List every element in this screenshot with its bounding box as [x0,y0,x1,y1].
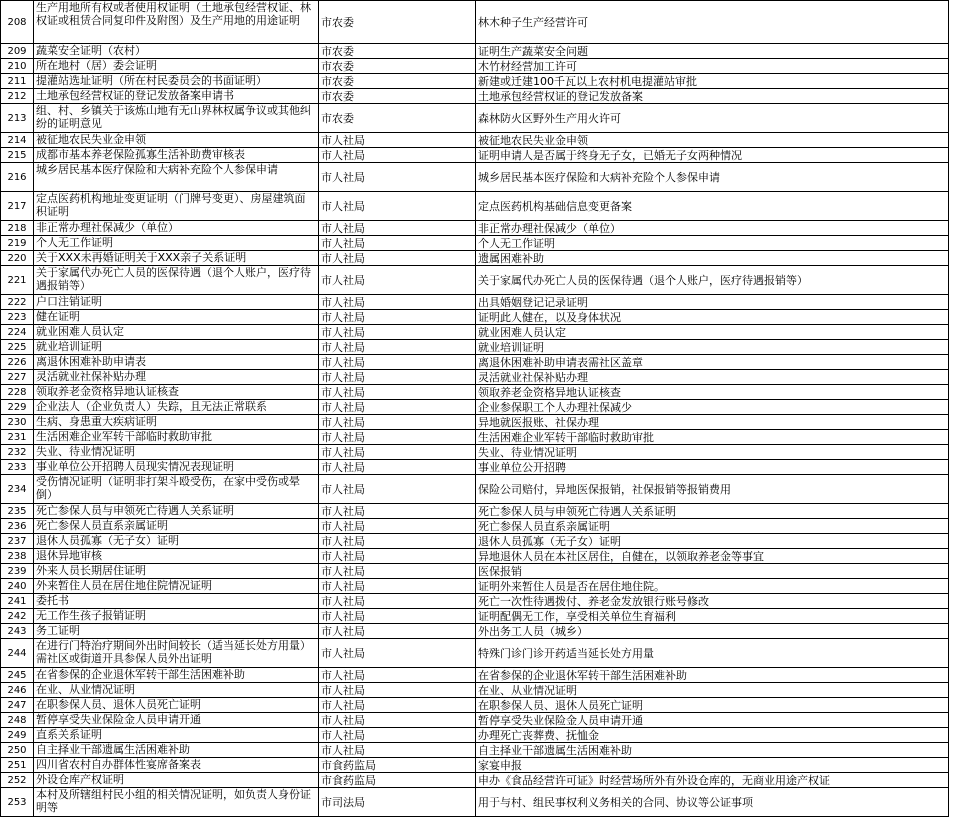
department: 市人社局 [319,579,476,594]
table-row [1,192,949,221]
certificate-name: 外设仓库产权证明 [34,773,319,788]
usage: 用于与村、组民事权利义务相关的合同、协议等公证事项 [476,788,949,817]
certificate-name: 生病、身患重大疾病证明 [34,415,319,430]
row-number: 219 [1,236,34,251]
usage: 特殊门诊门诊开药适当延长处方用量 [476,639,949,668]
department: 市司法局 [319,788,476,817]
department: 市人社局 [319,564,476,579]
usage: 死亡参保人员与申领死亡待遇人关系证明 [476,504,949,519]
row-number: 214 [1,133,34,148]
department: 市人社局 [319,445,476,460]
department: 市人社局 [319,251,476,266]
certificate-name: 本村及所辖组村民小组的相关情况证明，如负责人身份证明等 [34,788,319,817]
certificate-name: 企业法人（企业负责人）失踪，且无法正常联系 [34,400,319,415]
certificate-name: 退休人员孤寡（无子女）证明 [34,534,319,549]
usage: 办理死亡丧葬费、抚恤金 [476,728,949,743]
table-row [1,415,949,430]
table-row [1,743,949,758]
department: 市农委 [319,44,476,59]
usage: 家宴申报 [476,758,949,773]
certificate-name: 所在地村（居）委会证明 [34,59,319,74]
table-row [1,594,949,609]
table-row [1,460,949,475]
usage: 异地退休人员在本社区居住，自健在，以领取养老金等事宜 [476,549,949,564]
usage: 土地承包经营权证的登记发放备案 [476,89,949,104]
table-body [1,1,949,817]
department: 市农委 [319,74,476,89]
department: 市人社局 [319,713,476,728]
row-number: 252 [1,773,34,788]
usage: 证明申请人是否属于终身无子女，已婚无子女两种情况 [476,148,949,163]
usage: 领取养老金资格异地认证核查 [476,385,949,400]
certificate-name: 失业、待业情况证明 [34,445,319,460]
department: 市人社局 [319,295,476,310]
department: 市人社局 [319,221,476,236]
department: 市人社局 [319,519,476,534]
table-row [1,668,949,683]
row-number: 245 [1,668,34,683]
row-number: 220 [1,251,34,266]
table-row [1,325,949,340]
certificate-name: 被征地农民失业金申领 [34,133,319,148]
row-number: 242 [1,609,34,624]
usage: 证明外来暂住人员是否在居住地住院。 [476,579,949,594]
row-number: 249 [1,728,34,743]
certificate-name: 户口注销证明 [34,295,319,310]
table-row [1,713,949,728]
row-number: 215 [1,148,34,163]
department: 市人社局 [319,594,476,609]
table-row [1,236,949,251]
certificate-name: 灵活就业社保补贴办理 [34,370,319,385]
row-number: 212 [1,89,34,104]
usage: 自主择业干部遗属生活困难补助 [476,743,949,758]
table-row [1,624,949,639]
certificate-name: 领取养老金资格异地认证核查 [34,385,319,400]
row-number: 211 [1,74,34,89]
row-number: 234 [1,475,34,504]
usage: 城乡居民基本医疗保险和大病补充险个人参保申请 [476,163,949,192]
table-row [1,475,949,504]
table-row [1,266,949,295]
certificate-name: 城乡居民基本医疗保险和大病补充险个人参保申请 [34,163,319,192]
usage: 保险公司赔付，异地医保报销，社保报销等报销费用 [476,475,949,504]
row-number: 231 [1,430,34,445]
certificate-name: 土地承包经营权证的登记发放备案申请书 [34,89,319,104]
row-number: 233 [1,460,34,475]
department: 市人社局 [319,683,476,698]
row-number: 251 [1,758,34,773]
department: 市食药监局 [319,773,476,788]
row-number: 210 [1,59,34,74]
row-number: 241 [1,594,34,609]
certificate-name: 关于XXX未再婚证明关于XXX亲子关系证明 [34,251,319,266]
row-number: 222 [1,295,34,310]
table-row [1,74,949,89]
certificate-name: 就业培训证明 [34,340,319,355]
usage: 就业困难人员认定 [476,325,949,340]
certificate-name: 无工作生孩子报销证明 [34,609,319,624]
usage: 事业单位公开招聘 [476,460,949,475]
department: 市人社局 [319,355,476,370]
usage: 森林防火区野外生产用火许可 [476,104,949,133]
table-row [1,445,949,460]
usage: 失业、待业情况证明 [476,445,949,460]
row-number: 246 [1,683,34,698]
usage: 退休人员孤寡（无子女）证明 [476,534,949,549]
certificate-name: 受伤情况证明（证明非打架斗殴受伤，在家中受伤或晕倒） [34,475,319,504]
usage: 外出务工人员（城乡） [476,624,949,639]
table-row [1,295,949,310]
department: 市人社局 [319,624,476,639]
table-row [1,89,949,104]
usage: 死亡参保人员直系亲属证明 [476,519,949,534]
department: 市食药监局 [319,758,476,773]
table-row [1,698,949,713]
department: 市农委 [319,89,476,104]
row-number: 225 [1,340,34,355]
certificate-name: 在职参保人员、退休人员死亡证明 [34,698,319,713]
certificate-name: 直系关系证明 [34,728,319,743]
department: 市人社局 [319,163,476,192]
certificate-name: 定点医药机构地址变更证明（门牌号变更）、房屋建筑面积证明 [34,192,319,221]
row-number: 216 [1,163,34,192]
usage: 林木种子生产经营许可 [476,1,949,44]
usage: 证明生产蔬菜安全问题 [476,44,949,59]
table-row [1,579,949,594]
usage: 灵活就业社保补贴办理 [476,370,949,385]
certificate-name: 委托书 [34,594,319,609]
usage: 在省参保的企业退休军转干部生活困难补助 [476,668,949,683]
row-number: 238 [1,549,34,564]
certificate-name: 在进行门特治疗期间外出时间较长（适当延长处方用量）需社区或街道开具参保人员外出证明 [34,639,319,668]
usage: 就业培训证明 [476,340,949,355]
usage: 证明配偶无工作，享受相关单位生育福利 [476,609,949,624]
usage: 被征地农民失业金申领 [476,133,949,148]
table-row [1,564,949,579]
table-row [1,385,949,400]
table-row [1,355,949,370]
department: 市人社局 [319,340,476,355]
certificate-name: 生产用地所有权或者使用权证明（土地承包经营权证、林权证或租赁合同复印件及附图）及生产用地的用途证明 [34,1,319,44]
certificate-name: 蔬菜安全证明（农村） [34,44,319,59]
department: 市人社局 [319,266,476,295]
certificate-name: 四川省农村自办群体性宴席备案表 [34,758,319,773]
certificate-name: 死亡参保人员与申领死亡待遇人关系证明 [34,504,319,519]
table-row [1,400,949,415]
table-row [1,1,949,44]
usage: 申办《食品经营许可证》时经营场所外有外设仓库的，无商业用途产权证 [476,773,949,788]
certificate-name: 生活困难企业军转干部临时救助审批 [34,430,319,445]
table-row [1,773,949,788]
table-row [1,609,949,624]
usage: 出具婚姻登记记录证明 [476,295,949,310]
certificate-name: 成都市基本养老保险孤寡生活补助费审核表 [34,148,319,163]
certificate-name: 关于家属代办死亡人员的医保待遇（退个人账户，医疗待遇报销等） [34,266,319,295]
usage: 关于家属代办死亡人员的医保待遇（退个人账户，医疗待遇报销等） [476,266,949,295]
certificate-name: 离退休困难补助申请表 [34,355,319,370]
table-row [1,370,949,385]
department: 市人社局 [319,148,476,163]
table-row [1,639,949,668]
certificate-name: 在省参保的企业退休军转干部生活困难补助 [34,668,319,683]
department: 市人社局 [319,609,476,624]
department: 市人社局 [319,475,476,504]
usage: 企业参保职工个人办理社保减少 [476,400,949,415]
row-number: 217 [1,192,34,221]
row-number: 232 [1,445,34,460]
department: 市人社局 [319,504,476,519]
row-number: 236 [1,519,34,534]
department: 市人社局 [319,639,476,668]
row-number: 209 [1,44,34,59]
table-row [1,728,949,743]
certificate-name: 提灌站选址证明（所在村民委员会的书面证明） [34,74,319,89]
table-row [1,104,949,133]
department: 市人社局 [319,728,476,743]
row-number: 229 [1,400,34,415]
certificate-name: 外来人员长期居住证明 [34,564,319,579]
row-number: 227 [1,370,34,385]
row-number: 213 [1,104,34,133]
row-number: 223 [1,310,34,325]
certificate-name: 外来暂住人员在居住地住院情况证明 [34,579,319,594]
row-number: 221 [1,266,34,295]
table-row [1,221,949,236]
row-number: 230 [1,415,34,430]
table-row [1,133,949,148]
department: 市人社局 [319,400,476,415]
row-number: 235 [1,504,34,519]
department: 市人社局 [319,430,476,445]
table-row [1,519,949,534]
table-row [1,788,949,817]
certificate-name: 个人无工作证明 [34,236,319,251]
certificate-name: 在业、从业情况证明 [34,683,319,698]
row-number: 247 [1,698,34,713]
usage: 在业、从业情况证明 [476,683,949,698]
certificate-name: 组、村、乡镇关于该炼山地有无山界林权属争议或其他纠纷的证明意见 [34,104,319,133]
department: 市人社局 [319,698,476,713]
usage: 定点医药机构基础信息变更备案 [476,192,949,221]
table-row [1,44,949,59]
department: 市人社局 [319,668,476,683]
row-number: 208 [1,1,34,44]
table-row [1,340,949,355]
usage: 木竹材经营加工许可 [476,59,949,74]
certificate-name: 健在证明 [34,310,319,325]
row-number: 239 [1,564,34,579]
department: 市农委 [319,1,476,44]
usage: 在职参保人员、退休人员死亡证明 [476,698,949,713]
department: 市人社局 [319,236,476,251]
usage: 异地就医报账、社保办理 [476,415,949,430]
table-row [1,59,949,74]
usage: 暂停享受失业保险金人员申请开通 [476,713,949,728]
row-number: 250 [1,743,34,758]
row-number: 240 [1,579,34,594]
department: 市人社局 [319,192,476,221]
usage: 非正常办理社保减少（单位） [476,221,949,236]
row-number: 226 [1,355,34,370]
row-number: 248 [1,713,34,728]
usage: 医保报销 [476,564,949,579]
usage: 离退休困难补助申请表需社区盖章 [476,355,949,370]
table-row [1,430,949,445]
row-number: 218 [1,221,34,236]
table-row [1,549,949,564]
usage: 遗属困难补助 [476,251,949,266]
table-row [1,310,949,325]
row-number: 237 [1,534,34,549]
table-row [1,683,949,698]
usage: 死亡一次性待遇拨付、养老金发放银行账号修改 [476,594,949,609]
certificate-name: 事业单位公开招聘人员现实情况表现证明 [34,460,319,475]
certificate-name: 就业困难人员认定 [34,325,319,340]
department: 市人社局 [319,133,476,148]
table-row [1,251,949,266]
department: 市人社局 [319,460,476,475]
table-row [1,534,949,549]
department: 市人社局 [319,534,476,549]
row-number: 224 [1,325,34,340]
certificate-name: 退休异地审核 [34,549,319,564]
department: 市农委 [319,59,476,74]
department: 市人社局 [319,415,476,430]
usage: 个人无工作证明 [476,236,949,251]
table-row [1,148,949,163]
certificate-name: 非正常办理社保减少（单位） [34,221,319,236]
table-row [1,163,949,192]
department: 市农委 [319,104,476,133]
certificate-name: 暂停享受失业保险金人员申请开通 [34,713,319,728]
usage: 新建或迁建100千瓦以上农村机电提灌站审批 [476,74,949,89]
department: 市人社局 [319,385,476,400]
certificate-name: 死亡参保人员直系亲属证明 [34,519,319,534]
table-row [1,504,949,519]
usage: 证明此人健在，以及身体状况 [476,310,949,325]
department: 市人社局 [319,325,476,340]
certificate-name: 务工证明 [34,624,319,639]
usage: 生活困难企业军转干部临时救助审批 [476,430,949,445]
row-number: 253 [1,788,34,817]
department: 市人社局 [319,743,476,758]
certificate-name: 自主择业干部遗属生活困难补助 [34,743,319,758]
row-number: 243 [1,624,34,639]
department: 市人社局 [319,549,476,564]
department: 市人社局 [319,310,476,325]
table-row [1,758,949,773]
department: 市人社局 [319,370,476,385]
row-number: 244 [1,639,34,668]
row-number: 228 [1,385,34,400]
